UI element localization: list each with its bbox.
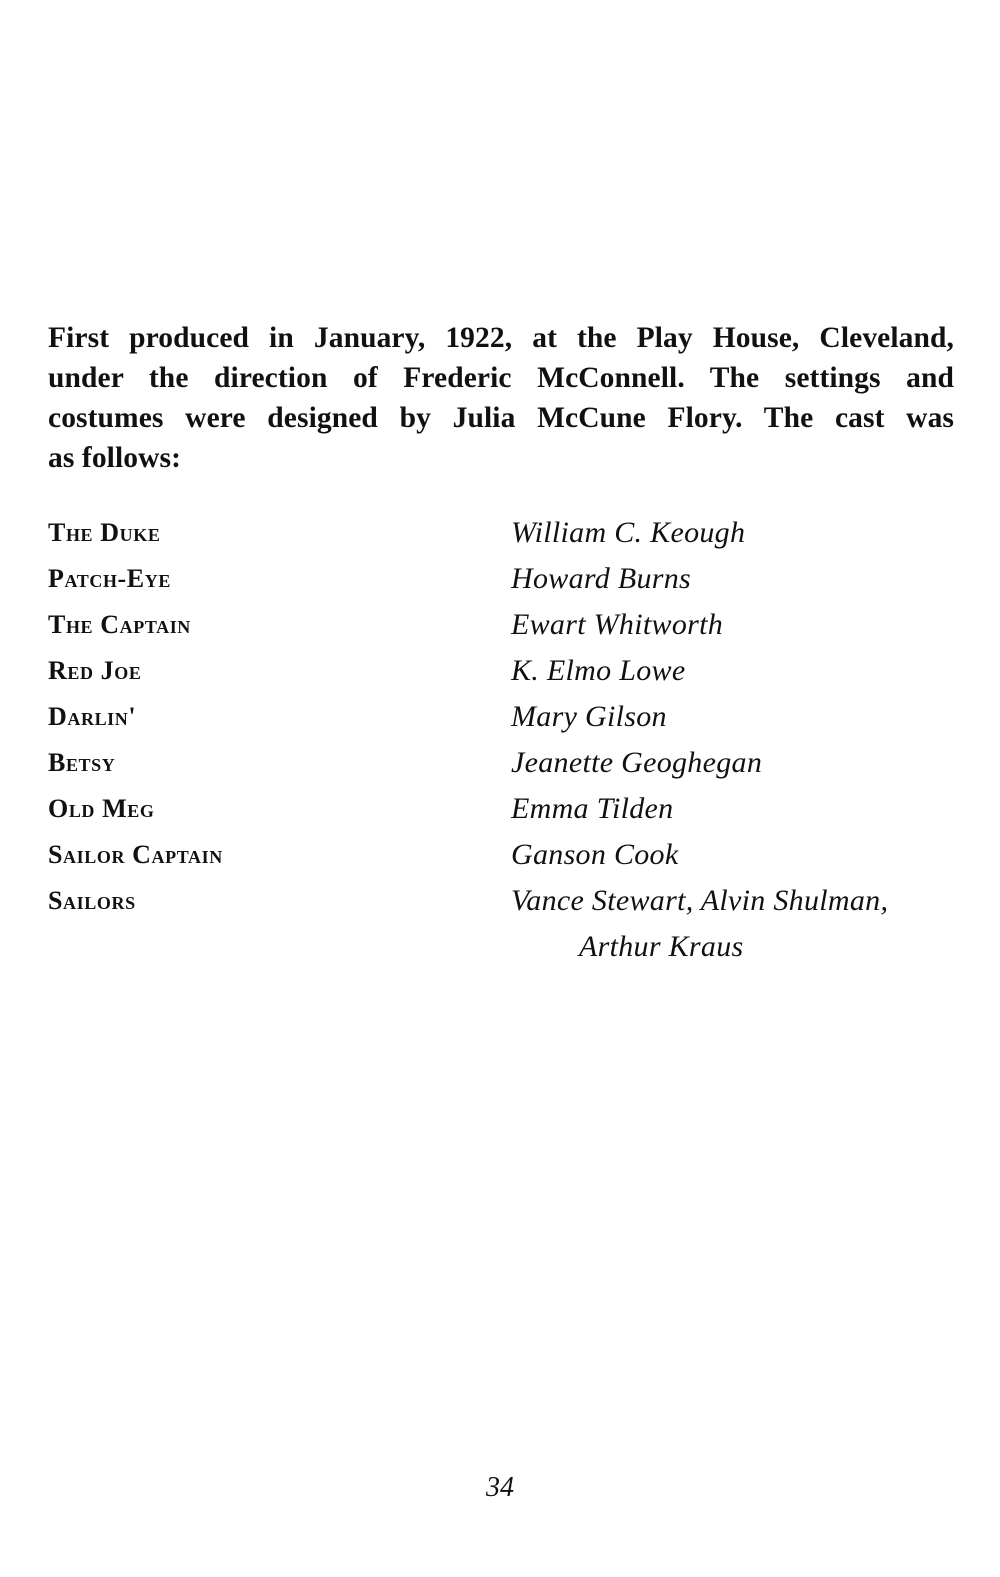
production-note-line: costumes were designed by Julia McCune Flory. The cast was (48, 402, 954, 434)
actor-name: Ganson Cook (511, 838, 679, 871)
actor-name-continued: Arthur Kraus (579, 930, 744, 963)
role-name: Sailors (48, 886, 136, 915)
role-name: Darlin' (48, 702, 137, 731)
actor-name: Jeanette Geoghegan (511, 746, 763, 779)
production-note-line: as follows: (48, 442, 182, 474)
cast-row (48, 878, 958, 963)
actor-name: Ewart Whitworth (511, 608, 724, 641)
cast-row (48, 510, 958, 556)
page-number: 34 (486, 1472, 514, 1503)
cast-row (48, 648, 958, 694)
actor-name: Emma Tilden (511, 792, 674, 825)
role-name: Patch-Eye (48, 564, 171, 593)
actor-name: Vance Stewart, Alvin Shulman, (511, 884, 889, 917)
role-name: The Duke (48, 518, 161, 547)
production-note-line: First produced in January, 1922, at the Play House, Cleveland, (48, 322, 954, 354)
role-name: Red Joe (48, 656, 142, 685)
role-name: Sailor Captain (48, 840, 223, 869)
cast-row (48, 694, 958, 740)
actor-name: K. Elmo Lowe (511, 654, 686, 687)
production-note (48, 318, 954, 478)
actor-name: Mary Gilson (511, 700, 667, 733)
role-name: Betsy (48, 748, 116, 777)
role-name: The Captain (48, 610, 191, 639)
role-name: Old Meg (48, 794, 155, 823)
cast-row (48, 786, 958, 832)
actor-name: William C. Keough (511, 516, 746, 549)
cast-row (48, 602, 958, 648)
production-note-line: under the direction of Frederic McConnell. The settings and (48, 362, 954, 394)
cast-list (48, 510, 958, 963)
cast-row (48, 740, 958, 786)
cast-row (48, 832, 958, 878)
cast-row (48, 556, 958, 602)
actor-name: Howard Burns (511, 562, 692, 595)
